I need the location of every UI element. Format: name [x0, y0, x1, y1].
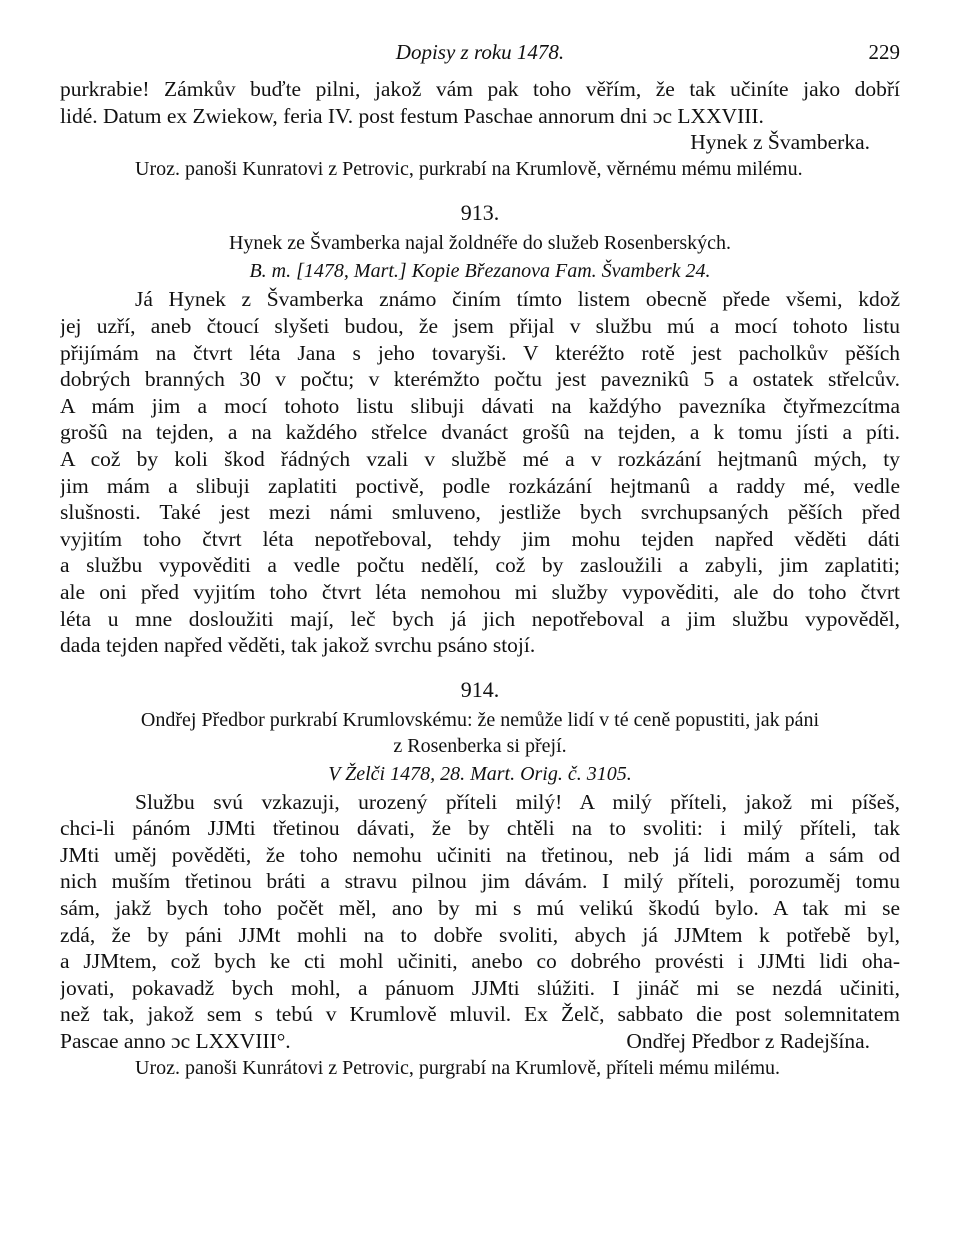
text-line: chci-li pánóm JJMti třetinou dávati, že by chtěli na to svoliti: i milý příteli, tak — [60, 816, 900, 841]
document-914 — [60, 673, 900, 1082]
closing-row — [60, 1028, 900, 1055]
text-line: než tak, jakož sem s tebú v Krumlově mluvil. Ex Želč, sabbato die post solemnitatem — [60, 1002, 900, 1027]
document-source: V Želči 1478, 28. Mart. Orig. č. 3105. — [328, 762, 632, 785]
text-line: přijímám na čtvrt léta Jana s jeho tovaryši. V kteréžto rotě jest pacholkův pěších — [60, 340, 900, 365]
page-number: 229 — [868, 40, 900, 64]
text-line: jovati, pokavadž bych mohl, a pánuom JJMti slúžiti. I jináč mi se nezdá učiniti, — [60, 975, 900, 1000]
text-line: lidé. Datum ex Zwiekow, feria IV. post festum Paschae annorum dni ɔc LXXVIII. — [60, 103, 764, 128]
text-line: sám, jakž bych toho počět měl, ano by mi s mú velikú škodú bylo. A tak mi se — [60, 896, 900, 921]
text-line: A což by koli škod řádných vzali v službě mé a v rozkázání hejtmanû mých, ty — [60, 446, 900, 471]
text-line: dobrých branných 30 v počtu; v kterémžto počtu jest paveznikû 5 a ostatek střelcův. — [60, 367, 900, 392]
text-line: a JJMtem, což bych ke cti mohl učiniti, anebo co dobrého provésti i JJMti lidi oha- — [60, 949, 900, 974]
running-title: Dopisy z roku 1478. — [395, 40, 565, 64]
text-line: jej uzří, aneb čtoucí slyšeti budou, že jsem přijal v službu mú a mocí tohoto listu — [60, 313, 900, 338]
text-line: A mám jim a mocí tohoto listu slibuji dávati na každýho pavezníka čtyřmezcítma — [60, 393, 900, 418]
text-line: a službu vypověditi a vedle počtu nedělí, což by zasloužili a zabyli, jim zaplatiti; — [60, 553, 900, 578]
address-line: Uroz. panoši Kunratovi z Petrovic, purkrabí na Krumlově, věrnému mému milému. — [135, 157, 803, 180]
text-line: zdá, že by páni JJMt mohli na to dobře svoliti, abych já JJMtem k potřebě byl, — [60, 922, 900, 947]
document-number: 914. — [460, 676, 500, 702]
document-heading: Ondřej Předbor purkrabí Krumlovskému: že nemůže lidí v té ceně popustiti, jak páni — [140, 708, 820, 731]
text-line: purkrabie! Zámkův buďte pilni, jakož vám pak toho věřím, že tak učiníte jako dobří — [60, 77, 900, 101]
text-line: Já Hynek z Švamberka známo činím tímto listem obecně přede všemi, kdož — [135, 287, 900, 312]
previous-letter — [60, 76, 900, 182]
text-line: ale oni před vyjitím toho čtvrt léta nemohou mi služby vypověditi, ale do toho čtvrt — [60, 579, 900, 604]
text-line: nich muším třetinou bráti a stravu pilnou jim dávám. I milý příteli, porozuměj tomu — [60, 869, 900, 894]
text-line: léta u mne dosloužiti mají, leč bych já jich nepotřeboval a jim službu vypověděl, — [60, 606, 900, 631]
closing-text: Pascae anno ɔc LXXVIII°. — [60, 1029, 291, 1054]
text-line: jim mám a slibuji zaplatiti poctivě, podle rozkázání hejtmanû a raddy mé, vedle — [60, 473, 900, 498]
text-line: grošû na tejden, a na každého střelce dvanáct grošû na tejden, a k tomu jísti a píti. — [60, 420, 900, 445]
text-line: vyjitím toho čtvrt léta nepotřeboval, tehdy jim mohu tejden napřed věděti dáti — [60, 526, 900, 551]
document-source: B. m. [1478, Mart.] Kopie Březanova Fam. Švamberk 24. — [249, 260, 711, 283]
text-line: Službu svú vzkazuji, urozený příteli milý! A milý příteli, jakož mi píšeš, — [135, 789, 900, 814]
document-number: 913. — [460, 200, 500, 226]
document-913 — [60, 196, 900, 658]
document-page — [60, 40, 900, 1081]
text-line: JMti uměj pověděti, že toho nemohu učiniti na třetinou, neb já lidi mám a sám od — [60, 842, 900, 867]
address-line: Uroz. panoši Kunrátovi z Petrovic, purgrabí na Krumlově, příteli mému milému. — [135, 1056, 781, 1079]
document-heading: Hynek ze Švamberka najal žoldnéře do služeb Rosenberských. — [228, 232, 732, 255]
signature: Hynek z Švamberka. — [690, 130, 870, 155]
text-line: dada tejden napřed věděti, tak jakož svrchu psáno stojí. — [60, 633, 536, 658]
signature: Ondřej Předbor z Radejšína. — [626, 1029, 870, 1054]
page-header — [60, 40, 900, 76]
document-heading: z Rosenberka si přejí. — [393, 734, 567, 757]
text-line: slušnosti. Také jest mezi námi smluveno, jestliže bych svrchupsaných pěších před — [60, 500, 900, 525]
